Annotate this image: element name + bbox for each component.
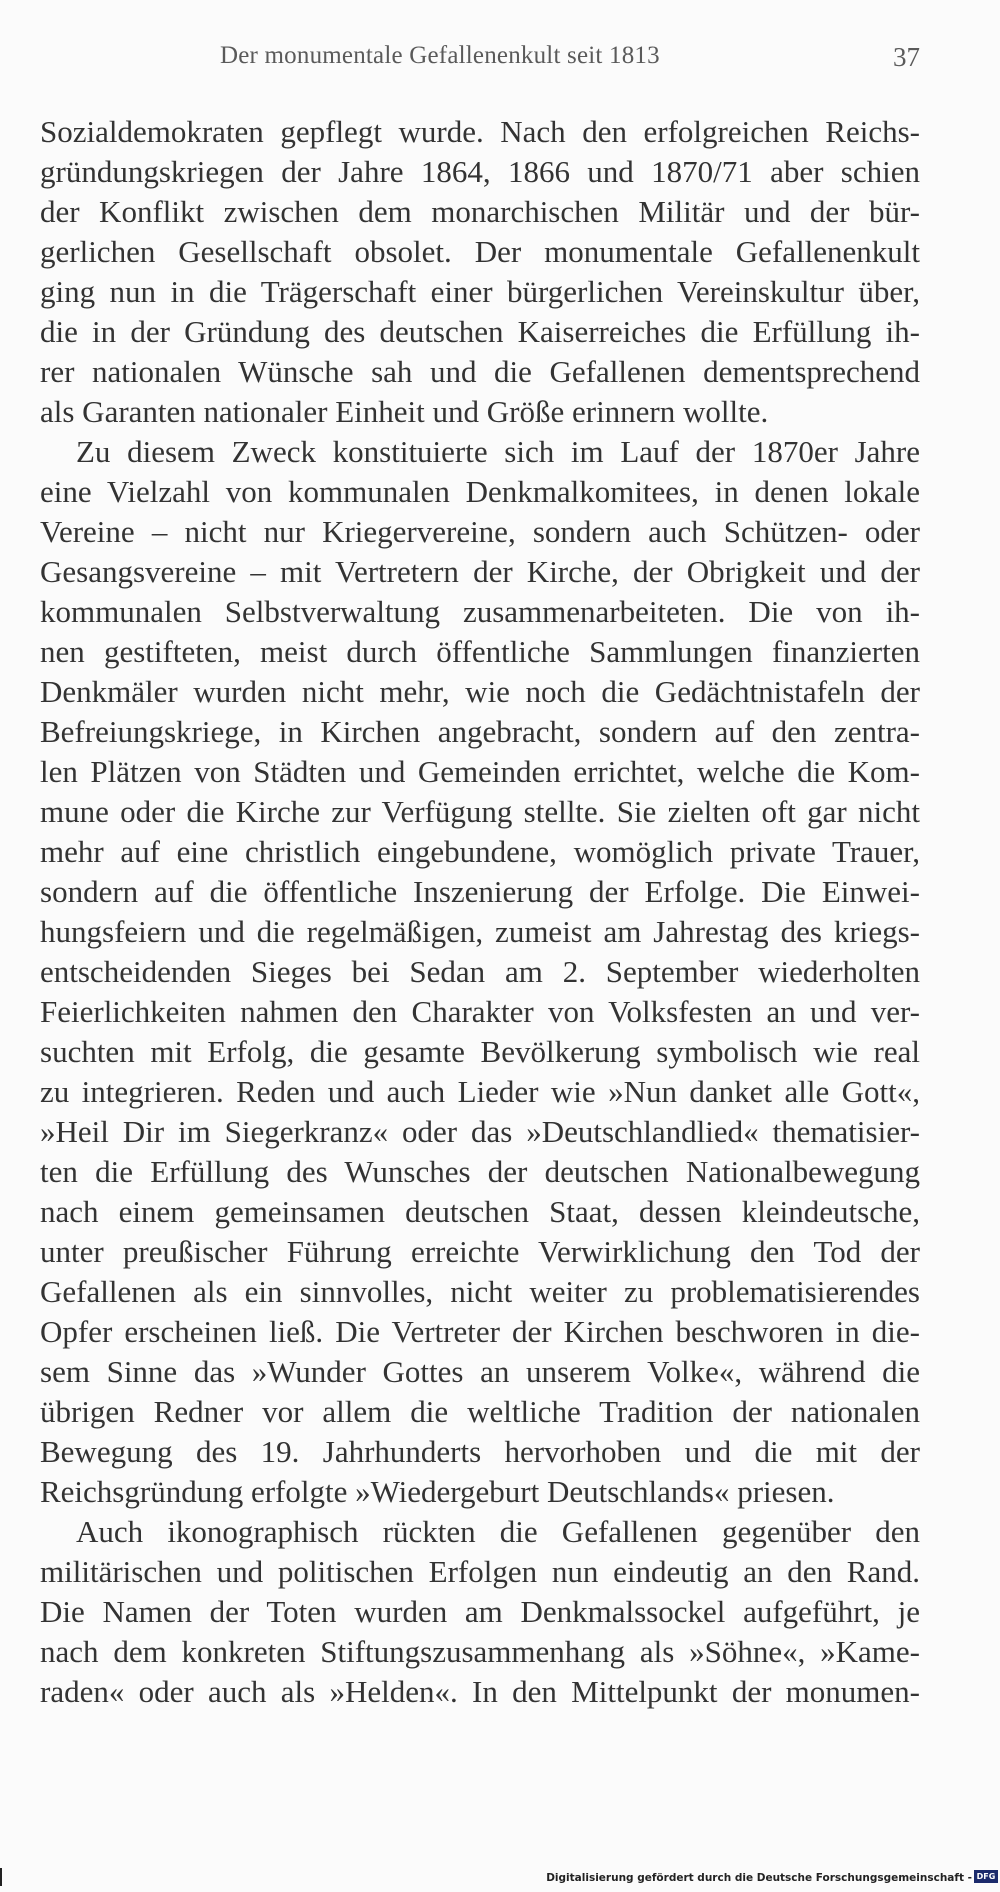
text-line: raden« oder auch als »Helden«. In den Mittelpunkt der monumen-	[40, 1674, 920, 1709]
text-line: Sozialdemokraten gepflegt wurde. Nach den erfolgreichen Reichs-	[40, 114, 920, 149]
text-line: Opfer erscheinen ließ. Die Vertreter der Kirchen beschworen in die-	[40, 1314, 920, 1349]
text-line: Befreiungskriege, in Kirchen angebracht, sondern auf den zentra-	[40, 714, 920, 749]
text-line: die in der Gründung des deutschen Kaiserreiches die Erfüllung ih-	[40, 314, 920, 349]
text-line: Gefallenen als ein sinnvolles, nicht weiter zu problematisierendes	[40, 1274, 920, 1309]
text-line: Gesangsvereine – mit Vertretern der Kirche, der Obrigkeit und der	[40, 554, 920, 589]
text-line: mehr auf eine christlich eingebundene, womöglich private Trauer,	[40, 834, 920, 869]
text-line: nach einem gemeinsamen deutschen Staat, dessen kleindeutsche,	[40, 1194, 920, 1229]
running-title: Der monumentale Gefallenenkult seit 1813	[220, 42, 660, 69]
page-number: 37	[893, 42, 920, 72]
text-line: zu integrieren. Reden und auch Lieder wie »Nun danket alle Gott«,	[40, 1074, 920, 1109]
text-line: Zu diesem Zweck konstituierte sich im Lauf der 1870er Jahre	[76, 434, 920, 469]
text-line: nach dem konkreten Stiftungszusammenhang als »Söhne«, »Kame-	[40, 1634, 920, 1669]
text-line: Reichsgründung erfolgte »Wiedergeburt Deutschlands« priesen.	[40, 1474, 835, 1509]
text-line: rer nationalen Wünsche sah und die Gefallenen dementsprechend	[40, 354, 920, 389]
scan-edge-mark	[0, 1868, 2, 1886]
text-line: nen gestifteten, meist durch öffentliche Sammlungen finanzierten	[40, 634, 920, 669]
text-line: als Garanten nationaler Einheit und Größe erinnern wollte.	[40, 394, 769, 429]
digitization-footer	[0, 1862, 1000, 1892]
text-line: hungsfeiern und die regelmäßigen, zumeist am Jahrestag des kriegs-	[40, 914, 920, 949]
text-line: übrigen Redner vor allem die weltliche Tradition der nationalen	[40, 1394, 920, 1429]
paragraph	[40, 1512, 920, 1712]
text-line: der Konflikt zwischen dem monarchischen Militär und der bür-	[40, 194, 920, 229]
text-line: Vereine – nicht nur Kriegervereine, sondern auch Schützen- oder	[40, 514, 920, 549]
text-line: Auch ikonographisch rückten die Gefallenen gegenüber den	[76, 1514, 920, 1549]
text-line: Die Namen der Toten wurden am Denkmalssockel aufgeführt, je	[40, 1594, 920, 1629]
text-line: Feierlichkeiten nahmen den Charakter von Volksfesten an und ver-	[40, 994, 920, 1029]
text-line: ging nun in die Trägerschaft einer bürgerlichen Vereinskultur über,	[40, 274, 920, 309]
text-line: Denkmäler wurden nicht mehr, wie noch die Gedächtnistafeln der	[40, 674, 920, 709]
text-line: entscheidenden Sieges bei Sedan am 2. September wiederholten	[40, 954, 920, 989]
text-line: len Plätzen von Städten und Gemeinden errichtet, welche die Kom-	[40, 754, 920, 789]
funding-credit: Digitalisierung gefördert durch die Deutsche Forschungsgemeinschaft -	[546, 1872, 972, 1884]
body-text	[40, 112, 920, 1712]
text-line: Bewegung des 19. Jahrhunderts hervorhoben und die mit der	[40, 1434, 920, 1469]
text-line: suchten mit Erfolg, die gesamte Bevölkerung symbolisch wie real	[40, 1034, 920, 1069]
text-line: gründungskriegen der Jahre 1864, 1866 und 1870/71 aber schien	[40, 154, 920, 189]
text-line: eine Vielzahl von kommunalen Denkmalkomitees, in denen lokale	[40, 474, 920, 509]
text-line: sondern auf die öffentliche Inszenierung der Erfolge. Die Einwei-	[40, 874, 920, 909]
text-line: sem Sinne das »Wunder Gottes an unserem Volke«, während die	[40, 1354, 920, 1389]
text-line: militärischen und politischen Erfolgen nun eindeutig an den Rand.	[40, 1554, 920, 1589]
dfg-logo-icon: DFG	[974, 1870, 998, 1883]
paragraph	[40, 112, 920, 432]
running-header	[40, 42, 920, 82]
text-line: gerlichen Gesellschaft obsolet. Der monumentale Gefallenenkult	[40, 234, 920, 269]
text-line: »Heil Dir im Siegerkranz« oder das »Deutschlandlied« thematisier-	[40, 1114, 920, 1149]
paragraph	[40, 432, 920, 1512]
text-line: unter preußischer Führung erreichte Verwirklichung den Tod der	[40, 1234, 920, 1269]
text-line: kommunalen Selbstverwaltung zusammenarbeiteten. Die von ih-	[40, 594, 920, 629]
text-line: mune oder die Kirche zur Verfügung stellte. Sie zielten oft gar nicht	[40, 794, 920, 829]
text-line: ten die Erfüllung des Wunsches der deutschen Nationalbewegung	[40, 1154, 920, 1189]
